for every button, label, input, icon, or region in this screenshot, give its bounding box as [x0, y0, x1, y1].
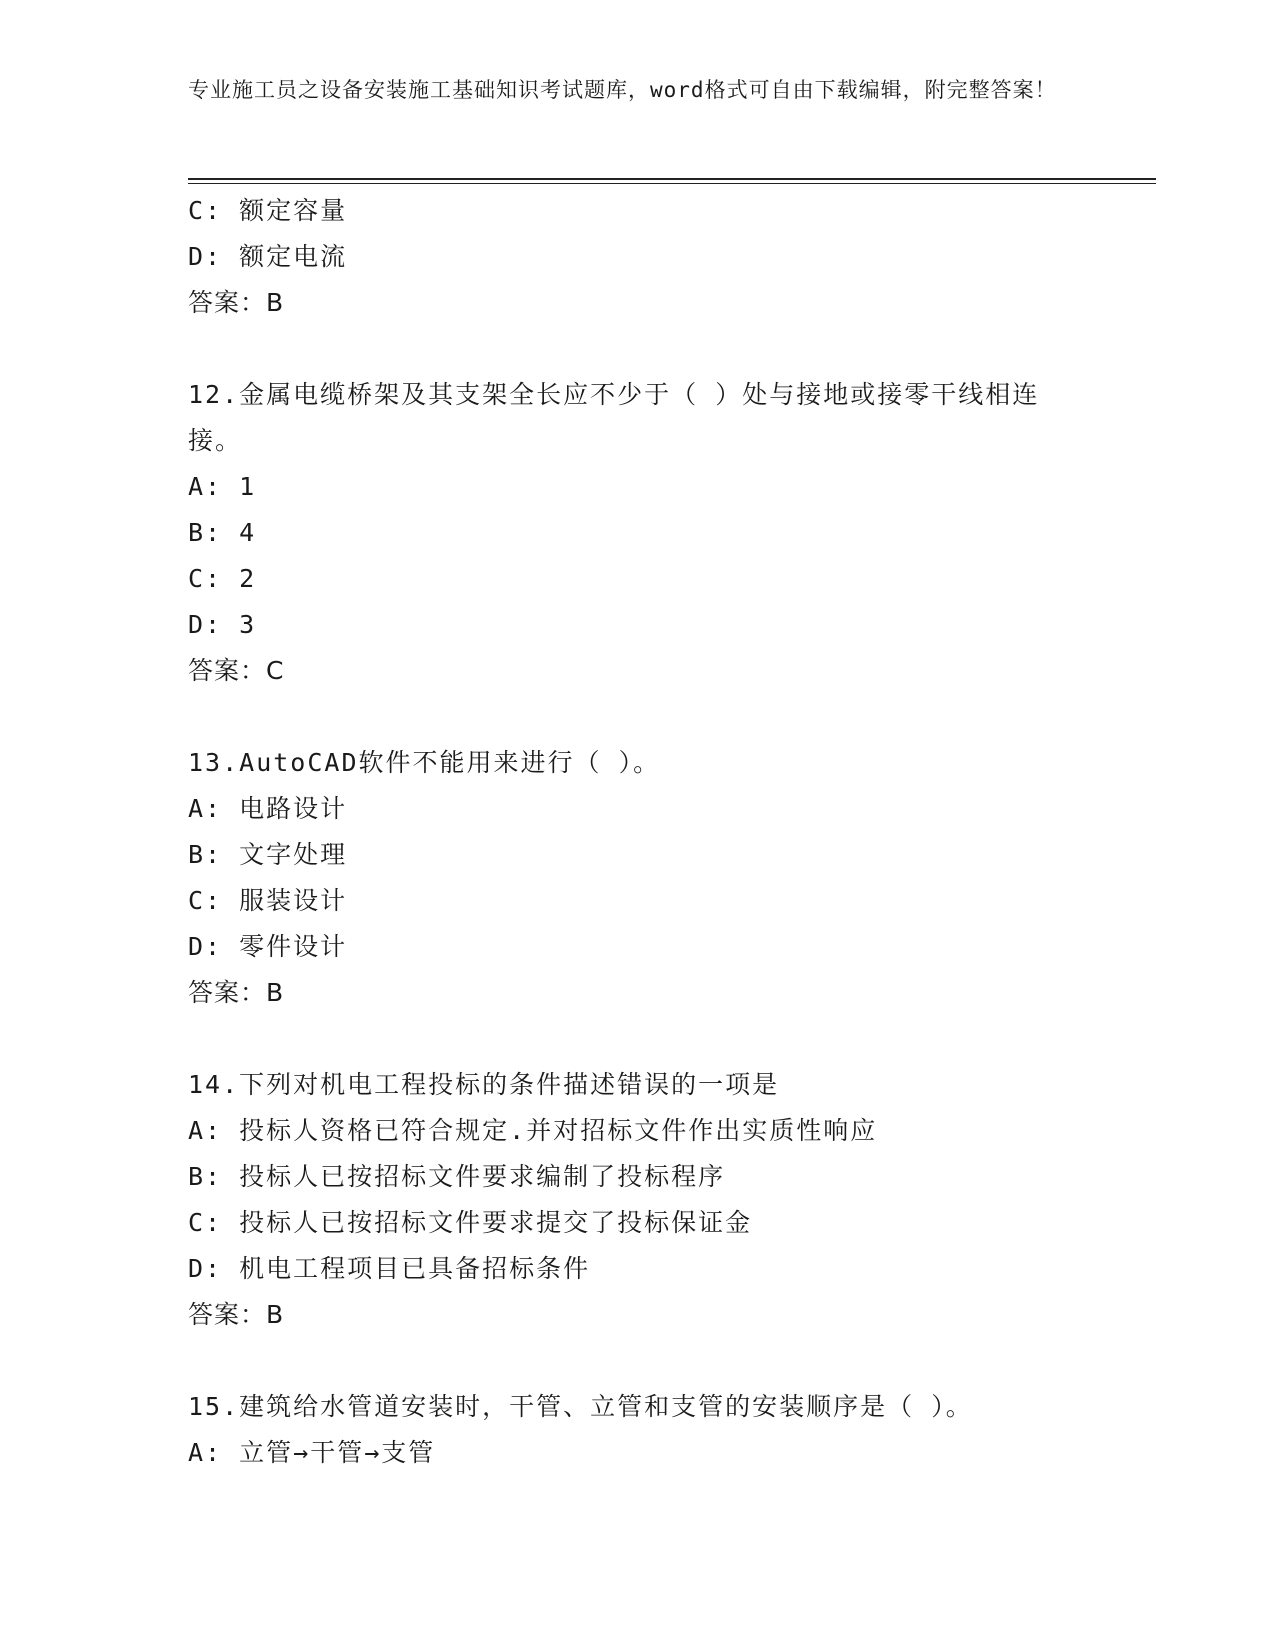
- option-d: D: 额定电流: [188, 242, 348, 271]
- question-15: [188, 1384, 1088, 1476]
- option-b: B: 投标人已按招标文件要求编制了投标程序: [188, 1162, 726, 1191]
- option-a: A: 1: [188, 472, 257, 501]
- option-d: D: 3: [188, 610, 257, 639]
- answer: 答案：C: [188, 656, 285, 685]
- option-c: C: 投标人已按招标文件要求提交了投标保证金: [188, 1208, 753, 1237]
- header-divider-thick: [188, 178, 1156, 180]
- document-header: 专业施工员之设备安装施工基础知识考试题库，word格式可自由下载编辑，附完整答案！: [188, 78, 1057, 102]
- header-divider-thin: [188, 183, 1156, 184]
- spacer: [188, 1338, 1088, 1384]
- question-11: [188, 188, 1088, 326]
- question-text: 14.下列对机电工程投标的条件描述错误的一项是: [188, 1070, 780, 1099]
- option-c: C: 2: [188, 564, 257, 593]
- spacer: [188, 326, 1088, 372]
- question-13: [188, 740, 1088, 1016]
- option-c: C: 额定容量: [188, 196, 348, 225]
- question-list: [188, 188, 1088, 1476]
- question-14: [188, 1062, 1088, 1338]
- option-c: C: 服装设计: [188, 886, 348, 915]
- question-text: 12.金属电缆桥架及其支架全长应不少于（ ）处与接地或接零干线相连接。: [188, 380, 1040, 455]
- option-b: B: 4: [188, 518, 257, 547]
- spacer: [188, 1016, 1088, 1062]
- option-d: D: 机电工程项目已具备招标条件: [188, 1254, 591, 1283]
- option-d: D: 零件设计: [188, 932, 348, 961]
- answer: 答案：B: [188, 288, 285, 317]
- option-b: B: 文字处理: [188, 840, 348, 869]
- question-text: 15.建筑给水管道安装时，干管、立管和支管的安装顺序是（ ）。: [188, 1392, 973, 1421]
- question-12: [188, 372, 1088, 694]
- answer: 答案：B: [188, 1300, 285, 1329]
- spacer: [188, 694, 1088, 740]
- option-a: A: 投标人资格已符合规定.并对招标文件作出实质性响应: [188, 1116, 878, 1145]
- question-text: 13.AutoCAD软件不能用来进行（ ）。: [188, 748, 661, 777]
- option-a: A: 立管→干管→支管: [188, 1438, 436, 1467]
- answer: 答案：B: [188, 978, 285, 1007]
- option-a: A: 电路设计: [188, 794, 348, 823]
